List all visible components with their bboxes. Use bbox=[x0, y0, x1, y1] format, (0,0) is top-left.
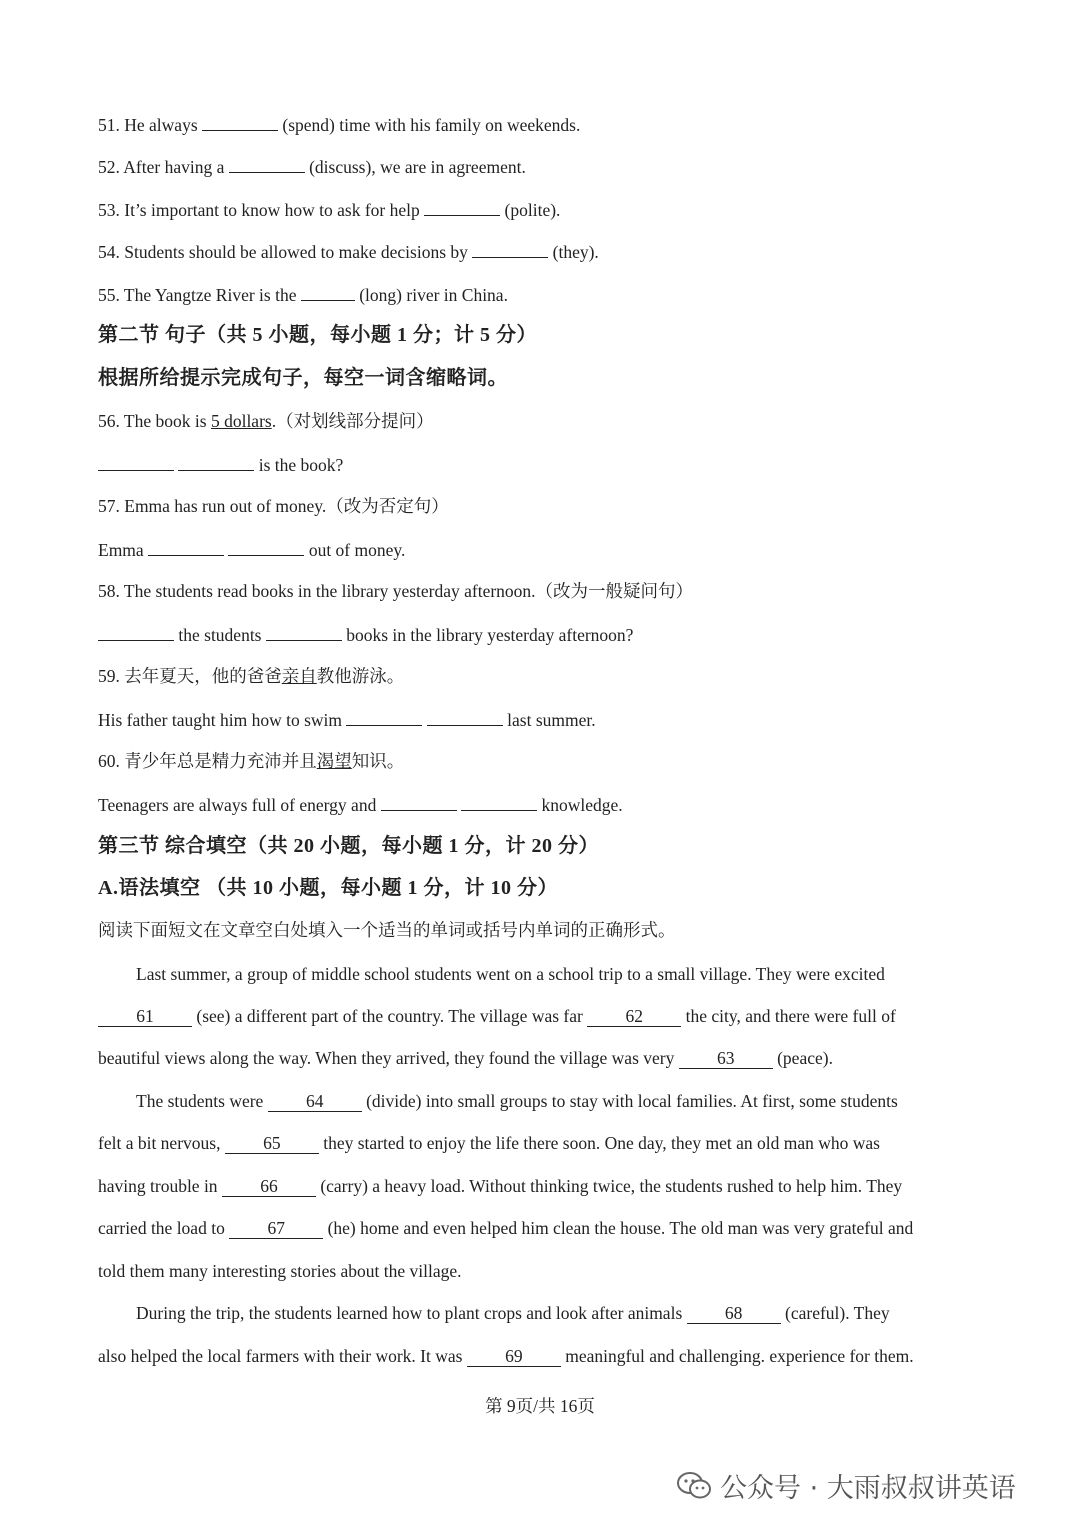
section-2-title: 第二节 句子（共 5 小题，每小题 1 分；计 5 分） bbox=[98, 324, 537, 346]
question-51: 51. He always (spend) time with his family on weekends. bbox=[98, 112, 580, 137]
answer-60: Teenagers are always full of energy and knowledge. bbox=[98, 792, 623, 817]
watermark bbox=[676, 1466, 1016, 1505]
answer-blank[interactable] bbox=[229, 154, 305, 173]
blank-67[interactable]: 67 bbox=[229, 1218, 323, 1239]
passage-line: Last summer, a group of middle school students went on a school trip to a small village. They were excited bbox=[136, 964, 885, 984]
question-54: 54. Students should be allowed to make decisions by (they). bbox=[98, 239, 599, 264]
blank-69[interactable]: 69 bbox=[467, 1346, 561, 1367]
answer-57: Emma out of money. bbox=[98, 537, 405, 562]
passage-line: During the trip, the students learned how to plant crops and look after animals 68 (careful). They bbox=[136, 1303, 890, 1323]
answer-blank[interactable] bbox=[178, 452, 254, 471]
watermark-text: 公众号 · 大雨叔叔讲英语 bbox=[720, 1473, 1016, 1504]
blank-64[interactable]: 64 bbox=[268, 1091, 362, 1112]
question-52: 52. After having a (discuss), we are in agreement. bbox=[98, 154, 526, 179]
answer-blank[interactable] bbox=[381, 792, 457, 811]
question-55: 55. The Yangtze River is the (long) river in China. bbox=[98, 282, 508, 307]
page-footer: 第 9页/共 16页 bbox=[485, 1396, 595, 1416]
question-53: 53. It’s important to know how to ask for help (polite). bbox=[98, 197, 560, 222]
question-56: 56. The book is 5 dollars.（对划线部分提问） bbox=[98, 411, 434, 431]
passage-line: beautiful views along the way. When they arrived, they found the village was very 63 (peace). bbox=[98, 1048, 833, 1068]
blank-68[interactable]: 68 bbox=[687, 1303, 781, 1324]
answer-blank[interactable] bbox=[228, 537, 304, 556]
answer-59: His father taught him how to swim last summer. bbox=[98, 707, 596, 732]
question-58: 58. The students read books in the library yesterday afternoon.（改为一般疑问句） bbox=[98, 581, 694, 601]
answer-blank[interactable] bbox=[461, 792, 537, 811]
question-57: 57. Emma has run out of money.（改为否定句） bbox=[98, 496, 449, 516]
answer-blank[interactable] bbox=[98, 452, 174, 471]
answer-blank[interactable] bbox=[148, 537, 224, 556]
answer-blank[interactable] bbox=[427, 707, 503, 726]
answer-blank[interactable] bbox=[266, 622, 342, 641]
blank-66[interactable]: 66 bbox=[222, 1176, 316, 1197]
answer-56: is the book? bbox=[98, 452, 343, 477]
passage-line: carried the load to 67 (he) home and even helped him clean the house. The old man was very grateful and bbox=[98, 1218, 914, 1238]
blank-61[interactable]: 61 bbox=[98, 1006, 192, 1027]
passage-line: 61 (see) a different part of the country. The village was far 62 the city, and there were full of bbox=[98, 1004, 896, 1028]
answer-blank[interactable] bbox=[424, 197, 500, 216]
answer-blank[interactable] bbox=[346, 707, 422, 726]
passage-line: also helped the local farmers with their work. It was 69 meaningful and challenging. experience for them. bbox=[98, 1346, 914, 1366]
passage-line: The students were 64 (divide) into small groups to stay with local families. At first, some students bbox=[136, 1091, 898, 1111]
answer-blank[interactable] bbox=[98, 622, 174, 641]
blank-62[interactable]: 62 bbox=[587, 1006, 681, 1027]
question-59: 59. 去年夏天，他的爸爸亲自教他游泳。 bbox=[98, 666, 405, 686]
section-2-instruction: 根据所给提示完成句子，每空一词含缩略词。 bbox=[98, 367, 508, 389]
wechat-icon bbox=[676, 1471, 712, 1501]
answer-blank[interactable] bbox=[472, 239, 548, 258]
blank-63[interactable]: 63 bbox=[679, 1048, 773, 1069]
section-3a-title: A.语法填空 （共 10 小题，每小题 1 分，计 10 分） bbox=[98, 877, 558, 899]
section-3a-instruction: 阅读下面短文在文章空白处填入一个适当的单词或括号内单词的正确形式。 bbox=[98, 920, 676, 940]
passage-line: felt a bit nervous, 65 they started to enjoy the life there soon. One day, they met an old man who was bbox=[98, 1133, 880, 1153]
answer-blank[interactable] bbox=[301, 282, 355, 301]
blank-65[interactable]: 65 bbox=[225, 1133, 319, 1154]
question-60: 60. 青少年总是精力充沛并且渴望知识。 bbox=[98, 751, 405, 771]
section-3-title: 第三节 综合填空（共 20 小题，每小题 1 分，计 20 分） bbox=[98, 835, 599, 857]
passage-line: told them many interesting stories about the village. bbox=[98, 1261, 462, 1281]
passage-line: having trouble in 66 (carry) a heavy load. Without thinking twice, the students rushed to help him. They bbox=[98, 1176, 903, 1196]
answer-58: the students books in the library yesterday afternoon? bbox=[98, 622, 633, 647]
answer-blank[interactable] bbox=[202, 112, 278, 131]
